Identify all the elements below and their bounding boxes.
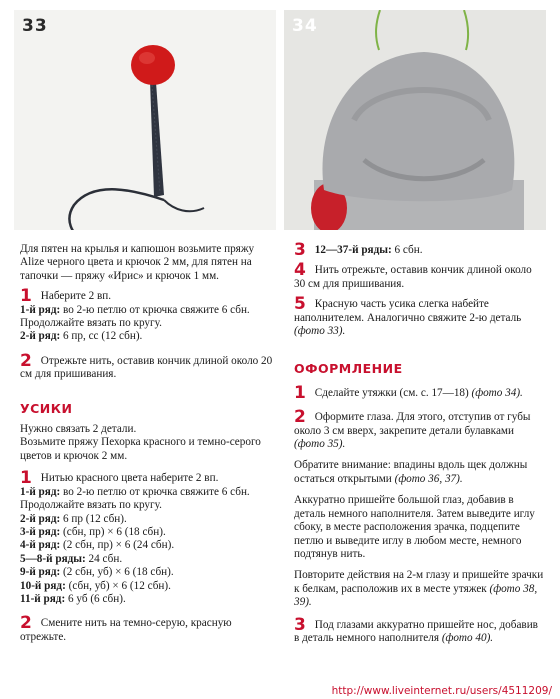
note-paragraph	[294, 459, 544, 486]
step-1	[20, 286, 275, 344]
step-number: 1	[20, 468, 32, 489]
step-text: Сделайте утяжки (см. с. 17—18)	[314, 386, 472, 399]
step-3	[294, 240, 544, 260]
step-text: Оформите глаза. Для этого, отступив от губы около 3 см вверх, закрепите детали булавками	[294, 411, 531, 437]
step-number: 4	[294, 260, 306, 281]
design-step-3	[294, 614, 544, 646]
photo-33	[14, 10, 276, 230]
step-2	[20, 350, 275, 382]
row-text: 6 пр, сс (12 сбн).	[60, 330, 143, 343]
step-text: Нитью красного цвета наберите 2 вп.	[40, 472, 219, 485]
step-number: 3	[294, 614, 306, 635]
eye-paragraph: Аккуратно пришейте большой глаз, добавив в деталь немного наполнителя. Затем выведите иглу сбоку, в месте расположения зрачка, подцепите петлю и выведите иглу в любом месте, немного подтянув нить.	[294, 494, 535, 560]
photo-number: 34	[292, 16, 318, 36]
row-text: 24 сбн.	[85, 552, 123, 565]
usiki-paragraph: Возьмите пряжу Пехорка красного и темно-серого цветов и крючок 2 мм.	[20, 436, 261, 462]
photo-34	[284, 10, 546, 230]
step-number: 5	[294, 294, 306, 315]
step-number: 2	[20, 613, 32, 634]
row-text: (2 сбн, пр) × 6 (24 сбн).	[60, 539, 175, 552]
row-text: (2 сбн, уб) × 6 (18 сбн).	[60, 566, 174, 579]
repeat-text: Повторите действия на 2-м глазу и пришейте зрачки к белкам, расположив их в месте утяжек	[294, 569, 544, 595]
step-text: Нить отрежьте, оставив кончик длиной около 30 см для пришивания.	[294, 264, 532, 290]
section-heading-usiki: УСИКИ	[20, 400, 73, 416]
photo-number: 33	[22, 16, 48, 36]
continue-text: Продолжайте вязать по кругу.	[20, 317, 162, 330]
row-label: 11-й ряд:	[20, 592, 66, 605]
row-label: 1-й ряд:	[20, 303, 61, 316]
design-step-2	[294, 407, 544, 451]
photo-ref: (фото 35).	[294, 438, 346, 451]
step-text: Отрежьте нить, оставив кончик длиной около 20 см для пришивания.	[20, 354, 273, 381]
row-text: 6 сбн.	[391, 244, 423, 256]
row-label: 2-й ряд:	[20, 330, 61, 343]
footer-url[interactable]: http://www.liveinternet.ru/users/4511209/	[331, 685, 552, 697]
step-text: Наберите 2 вп.	[40, 290, 112, 303]
row-label: 12—37-й ряды:	[314, 244, 392, 256]
row-text: (сбн, пр) × 6 (18 сбн).	[60, 525, 166, 538]
step-number: 1	[294, 382, 306, 403]
note-text: Обратите внимание: впадины вдоль щек должны остаться открытыми	[294, 459, 528, 485]
step-text: Красную часть усика слегка набейте наполнителем. Аналогично свяжите 2-ю деталь	[294, 298, 522, 324]
row-text: (сбн, уб) × 6 (12 сбн).	[65, 579, 171, 592]
row-label: 1-й ряд:	[20, 485, 61, 498]
repeat-paragraph	[294, 569, 544, 609]
left-column	[20, 243, 275, 650]
section-heading-oformlenie: ОФОРМЛЕНИЕ	[294, 361, 403, 377]
row-label: 2-й ряд:	[20, 512, 61, 525]
row-text: во 2-ю петлю от крючка свяжите 6 сбн.	[60, 485, 250, 498]
photo-ref: (фото 34).	[471, 386, 523, 399]
intro-paragraph: Для пятен на крылья и капюшон возьмите пряжу Alize черного цвета и крючок 2 мм, для пятен на тапочки — пряжу «Ирис» и крючок 1 мм.	[20, 243, 255, 282]
row-label: 10-й ряд:	[20, 579, 66, 592]
step-5	[294, 294, 544, 338]
row-text: 6 уб (6 сбн).	[65, 592, 126, 605]
row-label: 4-й ряд:	[20, 539, 61, 552]
step-text: Смените нить на темно-серую, красную отрежьте.	[20, 617, 232, 643]
step-number: 1	[20, 286, 32, 307]
photo-ref: (фото 33).	[294, 325, 346, 338]
step-number: 2	[20, 350, 32, 371]
row-label: 3-й ряд:	[20, 525, 61, 538]
row-text: Продолжайте вязать по кругу.	[20, 499, 162, 512]
row-text: 6 пр (12 сбн).	[60, 512, 127, 525]
usiki-paragraph: Нужно связать 2 детали.	[20, 423, 137, 436]
row-label: 5—8-й ряды:	[20, 552, 86, 565]
antenna-photo	[14, 10, 276, 230]
photo-ref: (фото 40).	[441, 631, 494, 644]
step-text: Под глазами аккуратно пришейте нос, добавив в деталь немного наполнителя	[294, 618, 538, 644]
step-4	[294, 260, 544, 291]
row-text: во 2-ю петлю от крючка свяжите 6 сбн.	[60, 303, 250, 316]
usiki-step-2	[20, 613, 275, 644]
right-column	[294, 240, 544, 651]
photo-ref: (фото 36, 37).	[394, 472, 463, 485]
row-label: 9-й ряд:	[20, 566, 61, 579]
hood-photo	[284, 10, 546, 230]
design-step-1	[294, 382, 544, 403]
photo-ref: (фото 38, 39).	[294, 582, 538, 609]
usiki-step-1	[20, 468, 275, 606]
step-number: 3	[294, 240, 306, 260]
step-number: 2	[294, 407, 306, 428]
